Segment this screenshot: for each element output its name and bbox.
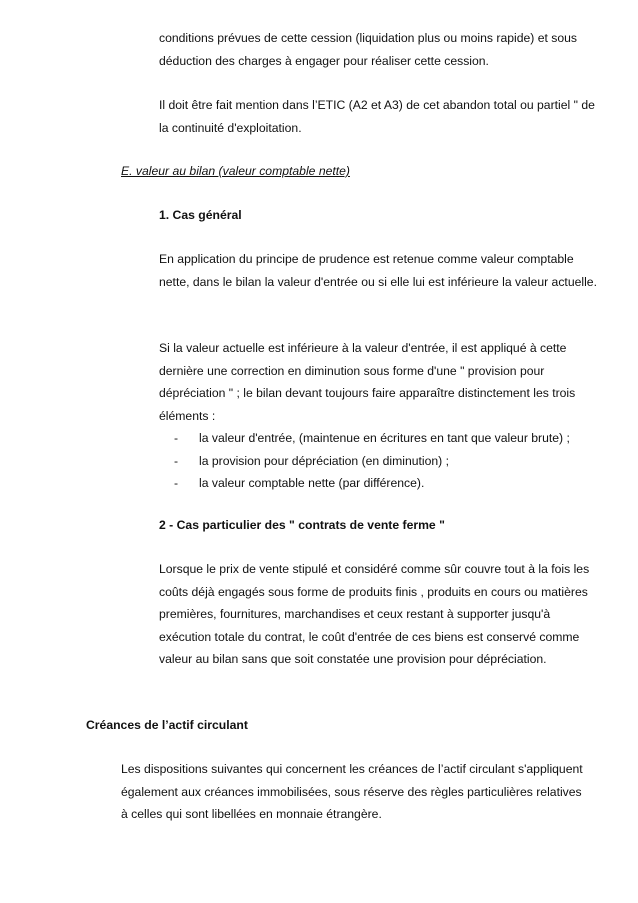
continuation-paragraph-2: Il doit être fait mention dans l’ETIC (A2 et A3) de cet abandon total ou partiel " de la continuité d'exploitation. [159,98,595,135]
bullet-list [174,427,614,495]
bullet-text: la provision pour dépréciation (en diminution) ; [199,453,449,468]
subsection-1-paragraph-1: En application du principe de prudence est retenue comme valeur comptable nette, dans le bilan la valeur d'entrée ou si elle lui est inférieure la valeur actuelle. [159,252,597,289]
subsection-1-paragraph-2: Si la valeur actuelle est inférieure à la valeur d'entrée, il est appliqué à cette dernière une correction en diminution sous forme d'une " provision pour dépréciation " ; le bilan devant toujours faire apparaître distinctement les trois éléments : [159,341,576,423]
bullet-item [174,450,614,473]
bullet-text: la valeur comptable nette (par différence). [199,476,425,490]
bullet-dash: - [174,453,179,468]
bullet-dash: - [174,476,179,490]
creances-paragraph: Les dispositions suivantes qui concernent les créances de l’actif circulant s'appliquent également aux créances immobilisées, sous réserve des règles particulières relatives à celles qui sont libellées en monnaie étrangère. [121,762,583,821]
bullet-text: la valeur d'entrée, (maintenue en écritures en tant que valeur brute) ; [199,431,570,445]
continuation-paragraph-1: conditions prévues de cette cession (liquidation plus ou moins rapide) et sous déduction des charges à engager pour réaliser cette cession. [159,31,577,68]
subsection-2-heading: 2 - Cas particulier des " contrats de vente ferme " [159,518,445,532]
subsection-2-paragraph: Lorsque le prix de vente stipulé et considéré comme sûr couvre tout à la fois les coûts déjà engagés sous forme de produits finis , produits en cours ou matières premières, fournitures, marchandises et ceux restant à supporter jusqu'à exécution totale du contrat, le coût d'entrée de ces biens est conservé comme valeur au bilan sans que soit constatée une provision pour dépréciation. [159,562,590,666]
subsection-1-heading: 1. Cas général [159,208,242,222]
creances-heading: Créances de l’actif circulant [86,718,248,732]
bullet-item [174,427,614,450]
bullet-dash: - [174,431,179,445]
section-e-title: E. valeur au bilan (valeur comptable nette) [121,164,350,178]
bullet-item [174,472,614,495]
